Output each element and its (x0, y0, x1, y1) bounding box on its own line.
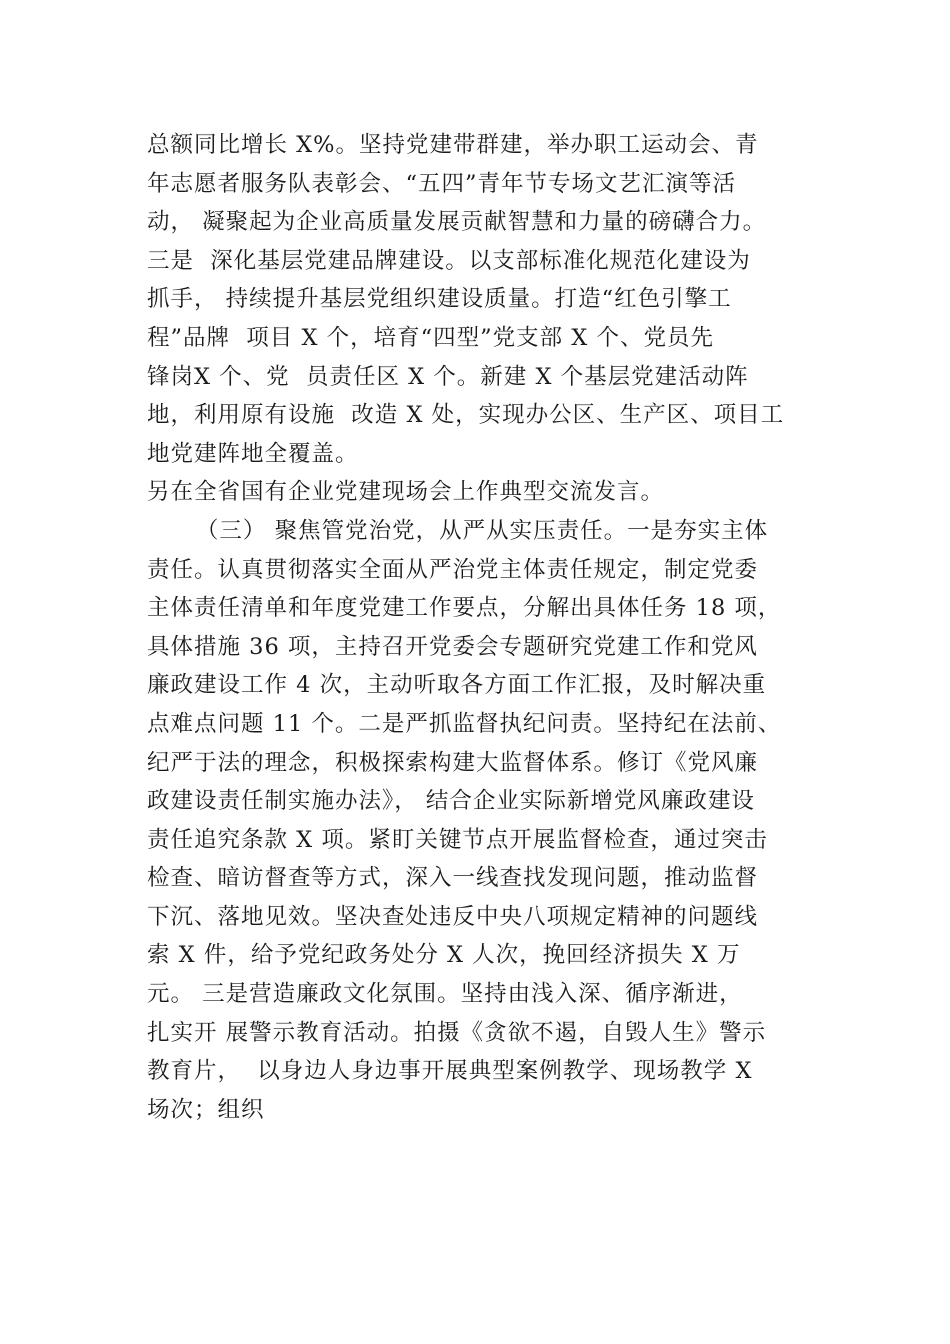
text-line: 总额同比增长 X%。坚持党建带群建，举办职工运动会、青 (147, 132, 759, 158)
text-line: 元。 三是营造廉政文化氛围。坚持由浅入深、循序渐进， (147, 981, 743, 1008)
text-line: 另在全省国有企业党建现场会上作典型交流发言。 (147, 479, 665, 506)
text-line: 责任。认真贯彻落实全面从严治党主体责任规定，制定党委 (147, 556, 759, 583)
text-line: 廉政建设工作 4 次，主动听取各方面工作汇报，及时解决重 (147, 672, 767, 699)
text-line: 检查、暗访督查等方式，深入一线查找发现问题，推动监督 (147, 865, 759, 892)
text-line: 政建设责任制实施办法》， 结合企业实际新增党风廉政建设 (147, 788, 755, 815)
text-line: 年志愿者服务队表彰会、“五四”青年节专场文艺汇演等活 (147, 170, 737, 197)
section-heading-line: （三） 聚焦管党治党，从严从实压责任。一是夯实主体 (147, 517, 769, 544)
body-text (147, 126, 837, 1129)
text-line: 动， 凝聚起为企业高质量发展贡献智慧和力量的磅礴合力。 (147, 209, 767, 236)
text-line: 点难点问题 11 个。二是严抓监督执纪问责。坚持纪在法前、 (147, 710, 782, 737)
text-line: 责任追究条款 X 项。紧盯关键节点开展监督检查，通过突击 (147, 826, 768, 853)
text-line: 三是 深化基层党建品牌建设。以支部标准化规范化建设为 (147, 247, 751, 274)
text-line: 索 X 件，给予党纪政务处分 X 人次，挽回经济损失 X 万 (147, 942, 741, 969)
text-line: 程”品牌 项目 X 个，培育“四型”党支部 X 个、党员先 (147, 324, 714, 351)
text-line: 抓手， 持续提升基层党组织建设质量。打造“红色引擎工 (147, 286, 732, 313)
text-line: 扎实开 展警示教育活动。拍摄《贪欲不遏，自毁人生》警示 (147, 1019, 767, 1046)
text-line: 场次；组织 (147, 1096, 265, 1123)
text-line: 主体责任清单和年度党建工作要点，分解出具体任务 18 项， (147, 595, 782, 622)
text-line: 教育片， 以身边人身边事开展典型案例教学、现场教学 X (147, 1058, 753, 1085)
text-line: 下沉、落地见效。坚决查处违反中央八项规定精神的问题线 (147, 903, 759, 930)
text-line: 锋岗X 个、党 员责任区 X 个。新建 X 个基层党建活动阵 (147, 363, 749, 390)
text-line: 地党建阵地全覆盖。 (147, 440, 359, 467)
text-line: 具体措施 36 项，主持召开党委会专题研究党建工作和党风 (147, 633, 758, 660)
text-line: 纪严于法的理念，积极探索构建大监督体系。修订《党风廉 (147, 749, 759, 776)
text-line: 地，利用原有设施 改造 X 处，实现办公区、生产区、项目工 (147, 402, 785, 429)
